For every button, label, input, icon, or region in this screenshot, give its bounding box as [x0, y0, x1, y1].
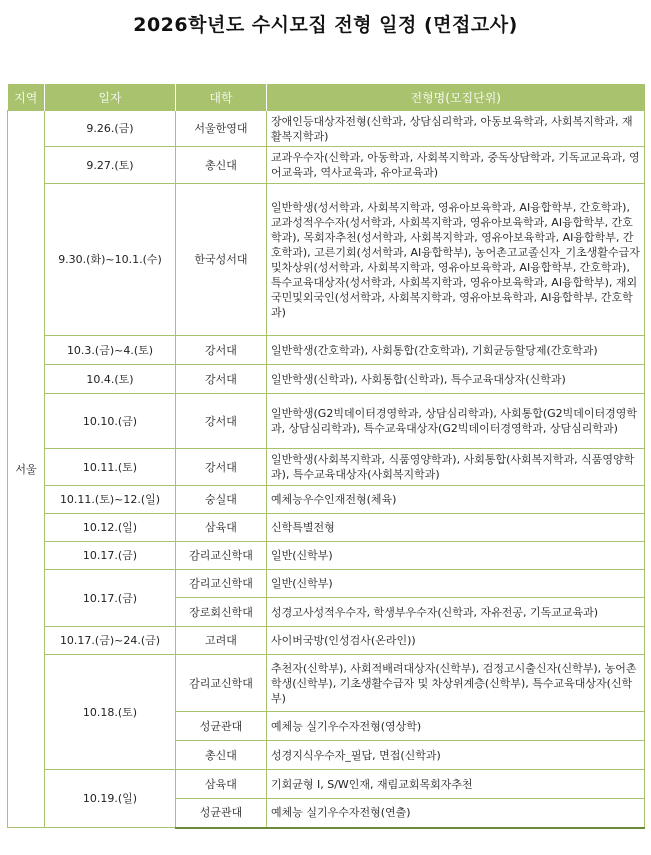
track-cell: 일반학생(성서학과, 사회복지학과, 영유아보육학과, AI융합학부, 간호학과), 교과성적우수자(성서학과, 사회복지학과, 영유아보육학과, AI융합학부, 간호학과), 목회자추천(성서학과, 사회복지학과, 영유아보육학과, AI융합학부, 간호학과), 고른기회(성서학과, AI융합학부), 농어촌고교졸신자_기초생활수급자및차상위(성서학과, 사회복지학과, 영유아보육학과, AI융합학부, 간호학과), 특수교육대상자(성서학과, 사회복지학과, 영유아보육학과, AI융합학부), 재외국민및외국인(성서학과, 사회복지학과, 영유아보육학과, AI융합학부, 간호학과) — [267, 184, 645, 336]
track-cell: 일반학생(사회복지학과, 식품영양학과), 사회통합(사회복지학과, 식품영양학과), 특수교육대상자(사회복지학과) — [267, 449, 645, 486]
univ-cell: 고려대 — [176, 627, 267, 655]
univ-cell: 강서대 — [176, 394, 267, 449]
track-cell: 일반(신학부) — [267, 570, 645, 598]
univ-cell: 감리교신학대 — [176, 542, 267, 570]
header-date: 일자 — [45, 84, 176, 111]
track-cell: 추천자(신학부), 사회적배려대상자(신학부), 검정고시출신자(신학부), 농어촌학생(신학부), 기초생활수급자 및 차상위계층(신학부), 특수교육대상자(신학부) — [267, 655, 645, 712]
date-cell: 9.27.(토) — [45, 147, 176, 184]
page-title: 2026학년도 수시모집 전형 일정 (면접고사) — [133, 14, 518, 36]
table-row — [8, 514, 645, 542]
date-cell: 10.12.(일) — [45, 514, 176, 542]
table-row — [8, 486, 645, 514]
date-cell: 9.26.(금) — [45, 111, 176, 147]
header-track: 전형명(모집단위) — [267, 84, 645, 111]
track-cell: 기회균형 I, S/W인재, 재림교회목회자추천 — [267, 770, 645, 799]
track-cell: 성경지식우수자_필답, 면접(신학과) — [267, 741, 645, 770]
date-cell: 9.30.(화)~10.1.(수) — [45, 184, 176, 336]
univ-cell: 강서대 — [176, 449, 267, 486]
track-cell: 일반학생(신학과), 사회통합(신학과), 특수교육대상자(신학과) — [267, 365, 645, 394]
table-row — [8, 570, 645, 598]
date-cell: 10.18.(토) — [45, 655, 176, 770]
schedule-table — [7, 84, 645, 829]
date-cell: 10.17.(금) — [45, 570, 176, 627]
date-cell: 10.17.(금) — [45, 542, 176, 570]
table-row — [8, 147, 645, 184]
table-row — [8, 542, 645, 570]
table-row — [8, 336, 645, 365]
table-row — [8, 365, 645, 394]
table-row — [8, 111, 645, 147]
region-cell: 서울 — [8, 111, 45, 828]
table-row — [8, 770, 645, 799]
table-header-row — [8, 84, 645, 111]
table-row — [8, 627, 645, 655]
track-cell: 일반(신학부) — [267, 542, 645, 570]
table-row — [8, 184, 645, 336]
track-cell: 예체능우수인재전형(체육) — [267, 486, 645, 514]
track-cell: 성경고사성적우수자, 학생부우수자(신학과, 자유전공, 기독교교육과) — [267, 598, 645, 627]
univ-cell: 감리교신학대 — [176, 570, 267, 598]
track-cell: 예체능 실기우수자전형(영상학) — [267, 712, 645, 741]
univ-cell: 성균관대 — [176, 712, 267, 741]
table-row — [8, 394, 645, 449]
univ-cell: 감리교신학대 — [176, 655, 267, 712]
track-cell: 예체능 실기우수자전형(연출) — [267, 799, 645, 828]
univ-cell: 숭실대 — [176, 486, 267, 514]
track-cell: 사이버국방(인성검사(온라인)) — [267, 627, 645, 655]
univ-cell: 총신대 — [176, 741, 267, 770]
table-row — [8, 449, 645, 486]
track-cell: 교과우수자(신학과, 아동학과, 사회복지학과, 중독상담학과, 기독교교육과, 영어교육과, 역사교육과, 유아교육과) — [267, 147, 645, 184]
date-cell: 10.11.(토) — [45, 449, 176, 486]
univ-cell: 장로회신학대 — [176, 598, 267, 627]
date-cell: 10.3.(금)~4.(토) — [45, 336, 176, 365]
date-cell: 10.4.(토) — [45, 365, 176, 394]
univ-cell: 한국성서대 — [176, 184, 267, 336]
date-cell: 10.11.(토)~12.(일) — [45, 486, 176, 514]
track-cell: 신학특별전형 — [267, 514, 645, 542]
univ-cell: 서울한영대 — [176, 111, 267, 147]
track-cell: 장애인등대상자전형(신학과, 상담심리학과, 아동보육학과, 사회복지학과, 재활복지학과) — [267, 111, 645, 147]
univ-cell: 강서대 — [176, 336, 267, 365]
univ-cell: 총신대 — [176, 147, 267, 184]
date-cell: 10.19.(일) — [45, 770, 176, 828]
track-cell: 일반학생(G2빅데이터경영학과, 상담심리학과), 사회통합(G2빅데이터경영학과, 상담심리학과), 특수교육대상자(G2빅데이터경영학과, 상담심리학과) — [267, 394, 645, 449]
table-row — [8, 655, 645, 712]
univ-cell: 성균관대 — [176, 799, 267, 828]
univ-cell: 삼육대 — [176, 514, 267, 542]
track-cell: 일반학생(간호학과), 사회통합(간호학과), 기회균등할당제(간호학과) — [267, 336, 645, 365]
header-univ: 대학 — [176, 84, 267, 111]
univ-cell: 강서대 — [176, 365, 267, 394]
date-cell: 10.10.(금) — [45, 394, 176, 449]
date-cell: 10.17.(금)~24.(금) — [45, 627, 176, 655]
univ-cell: 삼육대 — [176, 770, 267, 799]
header-region: 지역 — [8, 84, 45, 111]
